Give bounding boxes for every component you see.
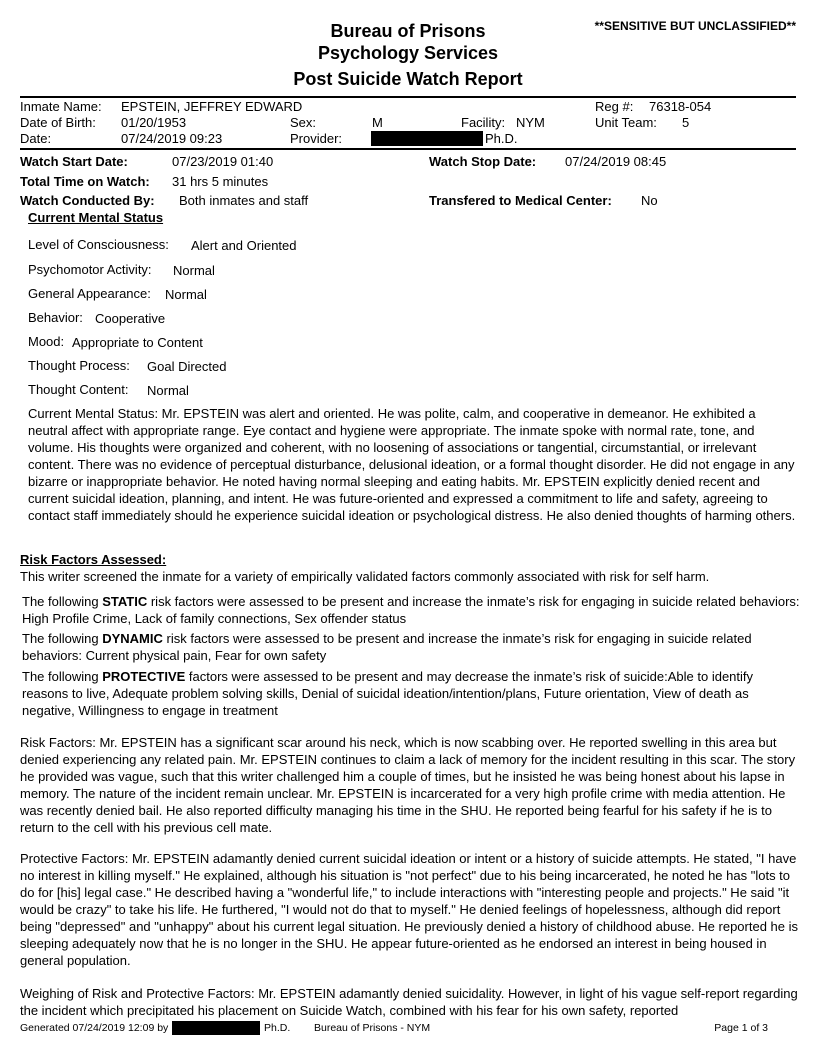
ms-value-mood: Appropriate to Content — [72, 335, 203, 350]
ms-label-appearance: General Appearance: — [28, 286, 151, 301]
unit-team-value: 5 — [682, 115, 690, 130]
ms-value-appearance: Normal — [165, 287, 207, 302]
date-label: Date: — [20, 131, 52, 146]
static-keyword: STATIC — [102, 594, 148, 609]
footer-suffix: Ph.D. — [264, 1022, 291, 1034]
footer-redaction — [172, 1021, 260, 1035]
dob-value: 01/20/1953 — [121, 115, 187, 130]
dob-label: Date of Birth: — [20, 115, 96, 130]
footer-org: Bureau of Prisons - NYM — [314, 1022, 431, 1034]
ms-value-consciousness: Alert and Oriented — [191, 238, 297, 253]
provider-suffix: Ph.D. — [485, 131, 518, 146]
ms-value-thought-process: Goal Directed — [147, 359, 227, 374]
weighing-narrative: Weighing of Risk and Protective Factors: Mr. EPSTEIN adamantly denied suicidality. However, in light of his vague self-report regarding the incident which precipitated his placement on Suicide Watch, combined with his fear for his own safety, reported — [20, 986, 798, 1018]
dynamic-factors: The following DYNAMIC risk factors were assessed to be present and increase the inmate’s risk for engaging in suicide related behaviors: Current physical pain, Fear for own safety — [22, 631, 752, 663]
watch-stop-label: Watch Stop Date: — [429, 154, 537, 169]
protective-keyword: PROTECTIVE — [102, 669, 186, 684]
protective-narrative: Protective Factors: Mr. EPSTEIN adamantly denied current suicidal ideation or intent or a history of suicide attempts. He stated, "I have no interest in killing myself." He explained, although his situation is "not perfect" due to his being incarcerated, he noted he has "lots to do for [his] legal case." He described having a "wonderful life," to include interactions with "interesting people and projects." He said "it would be crazy" to take his life. He furthered, "I would not do that to myself." He denied feelings of hopelessness, although did report being "depressed" and "unhappy" about his current legal situation. He previously denied a history of childhood abuse. He reported he is sleeping adequately now that he is no longer in the SHU. He appear future-oriented as he endorsed an interest in being housed in general population. — [20, 851, 799, 968]
ms-label-mood: Mood: — [28, 334, 65, 349]
page-number: Page 1 of 3 — [714, 1022, 768, 1034]
provider-label: Provider: — [290, 131, 343, 146]
protective-factors: The following PROTECTIVE factors were assessed to be present and may decrease the inmate’s risk of suicide:Able to identify reasons to live, Adequate problem solving skills, Denial of suicidal ideation/intention/plans, Future orientation, View of death as negative, Willingness to engage in treatment — [22, 669, 754, 718]
mental-status-heading: Current Mental Status — [28, 210, 164, 225]
sex-label: Sex: — [290, 115, 317, 130]
reg-label: Reg #: — [595, 99, 634, 114]
ms-label-behavior: Behavior: — [28, 310, 83, 325]
report-title-line-3: Post Suicide Watch Report — [293, 69, 523, 89]
footer-generated: Generated 07/24/2019 12:09 by — [20, 1022, 169, 1034]
header-divider — [20, 96, 796, 98]
watch-conducted-value: Both inmates and staff — [179, 193, 309, 208]
ms-value-behavior: Cooperative — [95, 311, 166, 326]
ms-label-consciousness: Level of Consciousness: — [28, 237, 169, 252]
report-title-line-2: Psychology Services — [317, 43, 499, 63]
report-title-line-1: Bureau of Prisons — [330, 21, 486, 41]
transfer-label: Transfered to Medical Center: — [429, 193, 612, 208]
provider-redaction — [371, 131, 483, 146]
risk-intro: This writer screened the inmate for a variety of empirically validated factors commonly associated with risk for self harm. — [20, 569, 710, 584]
info-divider — [20, 148, 796, 150]
mental-status-narrative: Current Mental Status: Mr. EPSTEIN was alert and oriented. He was polite, calm, and cooperative in demeanor. He exhibited a neutral affect with appropriate range. Eye contact and hygiene were appropriate. The inmate spoke with normal rate, tone, and volume. His thoughts were organized and coherent, with no loosening of associations or tangential, circumstantial, or irrelevant content. There was no evidence of perceptual disturbance, delusional ideation, or a formal thought disorder. He did not engage in any bizarre or inappropriate behavior. He noted having normal sleeping and eating habits. Mr. EPSTEIN explicitly denied recent and current suicidal ideation, planning, and intent. He was future-oriented and expressed a commitment to life and safety, agreeing to contact staff immediately should he experience suicidal ideation or psychological distress. He also denied thoughts of harming others. — [28, 406, 796, 523]
watch-start-label: Watch Start Date: — [20, 154, 128, 169]
watch-stop-value: 07/24/2019 08:45 — [565, 154, 667, 169]
facility-label: Facility: — [461, 115, 506, 130]
watch-start-value: 07/23/2019 01:40 — [172, 154, 274, 169]
facility-value: NYM — [516, 115, 545, 130]
date-value: 07/24/2019 09:23 — [121, 131, 223, 146]
unit-team-label: Unit Team: — [595, 115, 657, 130]
ms-value-psychomotor: Normal — [173, 263, 215, 278]
static-factors: The following STATIC risk factors were assessed to be present and increase the inmate’s risk for engaging in suicide related behaviors: High Profile Crime, Lack of family connections, Sex offender status — [22, 594, 800, 626]
inmate-name-label: Inmate Name: — [20, 99, 102, 114]
dynamic-keyword: DYNAMIC — [102, 631, 163, 646]
risk-narrative: Risk Factors: Mr. EPSTEIN has a significant scar around his neck, which is now scabbing over. He reported swelling in this area but denied experiencing any related pain. Mr. EPSTEIN continues to claim a lack of memory for the incident resulting in this scar. The story he provided was vague, such that this writer challenged him a couple of times, but he insisted he was being honest about his lapse in memory. The nature of the incident remain unclear. Mr. EPSTEIN is incarcerated for a very high profile crime with media attention. He was recently denied bail. He also reported difficulty managing his time in the SHU. He reported being fearful for his safety if he is to return to the cell with his previous cell mate. — [20, 735, 796, 835]
risk-factors-heading: Risk Factors Assessed: — [20, 552, 167, 567]
transfer-value: No — [641, 193, 658, 208]
ms-value-thought-content: Normal — [147, 383, 189, 398]
total-time-label: Total Time on Watch: — [20, 174, 150, 189]
ms-label-psychomotor: Psychomotor Activity: — [28, 262, 152, 277]
ms-label-thought-process: Thought Process: — [28, 358, 130, 373]
reg-value: 76318-054 — [649, 99, 712, 114]
watch-conducted-label: Watch Conducted By: — [20, 193, 155, 208]
ms-label-thought-content: Thought Content: — [28, 382, 129, 397]
total-time-value: 31 hrs 5 minutes — [172, 174, 269, 189]
sex-value: M — [372, 115, 383, 130]
classification-marking: **SENSITIVE BUT UNCLASSIFIED** — [594, 19, 796, 33]
inmate-name: EPSTEIN, JEFFREY EDWARD — [121, 99, 303, 114]
